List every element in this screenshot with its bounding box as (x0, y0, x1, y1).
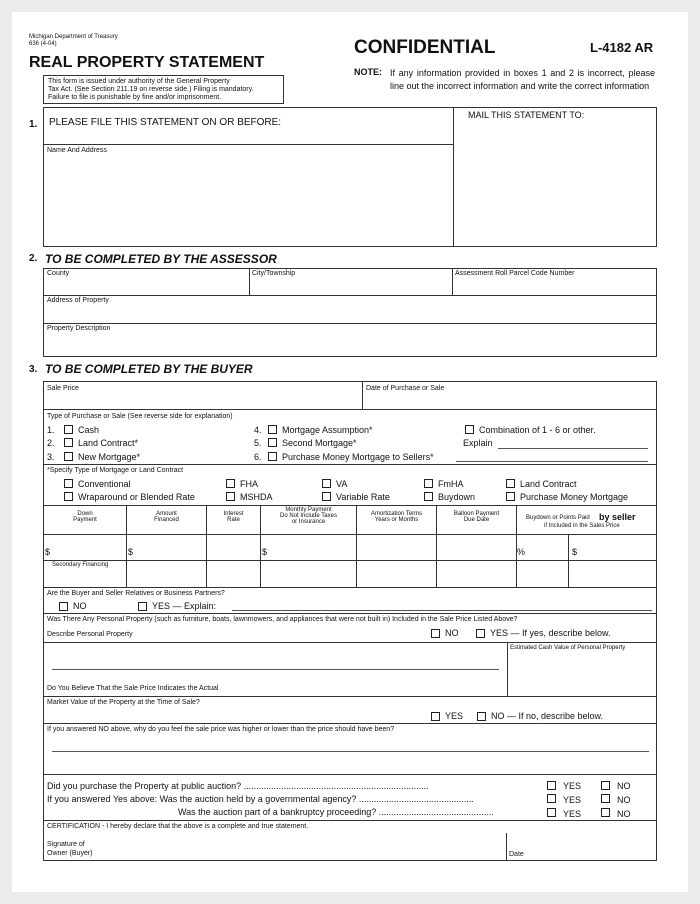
bankruptcy-no-checkbox[interactable] (601, 808, 610, 817)
authority-line-2: Tax Act. (See Section 211.19 on reverse side.) Filing is mandatory. (48, 86, 254, 93)
market-no-label: NO — If no, describe below. (491, 711, 604, 721)
second-mortgage-label: Second Mortgage* (282, 438, 357, 448)
auction-gov-question: If you answered Yes above: Was the auction held by a governmental agency? .............................................. (47, 794, 474, 804)
s3-rule-believe (43, 696, 657, 697)
form-code: 636 (4-04) (29, 41, 57, 47)
purchase-money-checkbox[interactable] (268, 452, 277, 461)
fin-col-6 (516, 505, 517, 587)
s3-rule-auction (43, 820, 657, 821)
section1-number: 1. (29, 119, 38, 130)
type-6-num: 6. (254, 452, 262, 462)
down-payment-dollar: $ (45, 547, 51, 557)
sale-price-label: Sale Price (47, 385, 79, 392)
cash-checkbox[interactable] (64, 425, 73, 434)
mshda-checkbox[interactable] (226, 492, 235, 501)
fin-col-7 (568, 534, 569, 587)
market-yes-checkbox[interactable] (431, 712, 440, 721)
conventional-checkbox[interactable] (64, 479, 73, 488)
section1-rule (43, 144, 453, 145)
type-purchase-label: Type of Purchase or Sale (See reverse side for explanation) (47, 413, 233, 420)
mortgage-assumption-checkbox[interactable] (268, 425, 277, 434)
personal-yes-checkbox[interactable] (476, 629, 485, 638)
va-label: VA (336, 479, 348, 489)
section3-number: 3. (29, 364, 38, 375)
personal-yes-label: YES — If yes, describe below. (490, 628, 611, 638)
purchase-money-mortgage-label: Purchase Money Mortgage (520, 492, 629, 502)
bankruptcy-no-label: NO (617, 809, 631, 819)
gov-no-checkbox[interactable] (601, 794, 610, 803)
explain-label: Explain (463, 438, 493, 448)
estimated-cash-label: Estimated Cash Value of Personal Property (510, 645, 626, 651)
gov-yes-label: YES (563, 795, 582, 805)
section2-divider-2 (452, 268, 453, 295)
s3-divider-sale (362, 381, 363, 409)
auction-bankruptcy-question: Was the auction part of a bankruptcy proceeding? .............................................. (178, 807, 494, 817)
buydown-percent: % (517, 547, 526, 557)
date-purchase-label: Date of Purchase or Sale (366, 385, 445, 392)
confidential-label: CONFIDENTIAL (354, 37, 496, 58)
buydown-checkbox[interactable] (424, 492, 433, 501)
relatives-no-label: NO (73, 601, 87, 611)
auction-no-checkbox[interactable] (601, 781, 610, 790)
land-contract-checkbox[interactable] (64, 438, 73, 447)
relatives-explain-line[interactable] (232, 610, 652, 611)
market-yes-label: YES (445, 711, 464, 721)
combination-checkbox[interactable] (465, 425, 474, 434)
auction-no-label: NO (617, 781, 631, 791)
estimated-divider (507, 642, 508, 696)
new-mortgage-label: New Mortgage* (78, 452, 141, 462)
gov-no-label: NO (617, 795, 631, 805)
type-4-num: 4. (254, 425, 262, 435)
address-label: Address of Property (47, 297, 109, 304)
buydown-label: Buydown (438, 492, 476, 502)
explain-line-2[interactable] (456, 461, 648, 462)
section2-rule-2 (43, 323, 657, 324)
section2-number: 2. (29, 253, 38, 264)
second-mortgage-checkbox[interactable] (268, 438, 277, 447)
note-label: NOTE: (354, 67, 382, 77)
section2-divider-1 (249, 268, 250, 295)
auction-question: Did you purchase the Property at public auction? .......................................................................... (47, 781, 429, 791)
buydown-dollar: $ (572, 547, 578, 557)
explain-line[interactable] (498, 448, 648, 449)
section1-box (43, 107, 657, 247)
if-no-label: If you answered NO above, why do you feel the sale price was higher or lower than the price should have been? (47, 726, 395, 733)
land-contract-type-label: Land Contract (520, 479, 577, 489)
type-5-num: 5. (254, 438, 262, 448)
monthly-payment-dollar: $ (262, 547, 268, 557)
combination-label: Combination of 1 - 6 or other. (479, 425, 596, 435)
mortgage-assumption-label: Mortgage Assumption* (282, 425, 373, 435)
new-mortgage-checkbox[interactable] (64, 452, 73, 461)
s3-rule-sale (43, 409, 657, 410)
land-contract-label: Land Contract* (78, 438, 139, 448)
section2-box (43, 268, 657, 357)
type-1-num: 1. (47, 425, 55, 435)
amount-financed-header: Amount Financed (154, 511, 179, 523)
type-3-num: 3. (47, 452, 55, 462)
buydown-included: if Included in the Sales Price (544, 523, 620, 529)
fha-label: FHA (240, 479, 258, 489)
describe-personal-label: Describe Personal Property (47, 631, 133, 638)
secondary-financing-label: Secondary Financing (52, 562, 109, 568)
date-divider (506, 833, 507, 861)
amortization-header: Amortization Terms Years or Months (370, 511, 423, 523)
bankruptcy-yes-checkbox[interactable] (547, 808, 556, 817)
personal-no-label: NO (445, 628, 459, 638)
description-label: Property Description (47, 325, 111, 332)
fha-checkbox[interactable] (226, 479, 235, 488)
market-no-checkbox[interactable] (477, 712, 486, 721)
wraparound-label: Wraparound or Blended Rate (78, 492, 195, 502)
mail-to-label: MAIL THIS STATEMENT TO: (468, 110, 585, 120)
buydown-by-seller: by seller (599, 512, 636, 522)
balloon-header: Balloon Payment Due Date (453, 511, 500, 523)
fin-table-bottom (43, 587, 657, 588)
file-by-label: PLEASE FILE THIS STATEMENT ON OR BEFORE: (49, 117, 282, 128)
personal-describe-line[interactable] (52, 669, 499, 670)
certification-text: CERTIFICATION - I hereby declare that the above is a complete and true statement. (47, 823, 309, 830)
purchase-money-label: Purchase Money Mortgage to Sellers* (282, 452, 434, 462)
amount-financed-dollar: $ (128, 547, 134, 557)
type-2-num: 2. (47, 438, 55, 448)
form-title: REAL PROPERTY STATEMENT (29, 54, 265, 71)
relatives-no-checkbox[interactable] (59, 602, 68, 611)
believe-label-2: Market Value of the Property at the Time of Sale? (47, 699, 200, 706)
s3-rule-types (43, 464, 657, 465)
date-label: Date (509, 851, 524, 858)
note-text: If any information provided in boxes 1 and 2 is incorrect, please line out the incorrect information and write the correct information (390, 68, 655, 91)
s3-rule-relatives (43, 613, 657, 614)
if-no-line[interactable] (52, 751, 649, 752)
bankruptcy-yes-label: YES (563, 809, 582, 819)
city-label: City/Township (252, 270, 296, 277)
monthly-payment-header: Monthly Payment Do Not Include Taxes or Insurance (280, 507, 337, 525)
county-label: County (47, 270, 70, 277)
relatives-question: Are the Buyer and Seller Relatives or Business Partners? (47, 590, 225, 597)
authority-line-1: This form is issued under authority of the General Property (48, 78, 230, 85)
section2-title: TO BE COMPLETED BY THE ASSESSOR (45, 252, 277, 266)
gov-yes-checkbox[interactable] (547, 794, 556, 803)
va-checkbox[interactable] (322, 479, 331, 488)
variable-rate-label: Variable Rate (336, 492, 390, 502)
section3-title: TO BE COMPLETED BY THE BUYER (45, 362, 253, 376)
section2-rule-1 (43, 295, 657, 296)
s3-rule-market (43, 723, 657, 724)
buydown-header: Buydown or Points Paid (526, 515, 590, 521)
relatives-yes-label: YES — Explain: (152, 601, 217, 611)
parcel-label: Assessment Roll Parcel Code Number (455, 270, 575, 277)
authority-box (43, 75, 284, 104)
authority-line-3: Failure to file is punishable by fine and/or imprisonment. (48, 94, 222, 101)
conventional-label: Conventional (78, 479, 131, 489)
auction-yes-checkbox[interactable] (547, 781, 556, 790)
fmha-checkbox[interactable] (424, 479, 433, 488)
variable-rate-checkbox[interactable] (322, 492, 331, 501)
fin-table-row1-bottom (43, 560, 657, 561)
cash-label: Cash (78, 425, 100, 435)
mshda-label: MSHDA (240, 492, 273, 502)
form-number: L-4182 AR (590, 40, 654, 55)
down-payment-header: Down Payment (73, 511, 97, 523)
believe-label-1: Do You Believe That the Sale Price Indicates the Actual (47, 685, 219, 692)
interest-rate-header: Interest Rate (223, 511, 244, 523)
fin-table-top (43, 505, 657, 506)
signature-label: Signature of Owner (Buyer) (47, 841, 93, 857)
section1-divider (453, 107, 454, 247)
name-address-label: Name And Address (47, 147, 107, 154)
dept-name: Michigan Department of Treasury (29, 34, 118, 40)
purchase-money-mortgage-checkbox[interactable] (506, 492, 515, 501)
personal-no-checkbox[interactable] (431, 629, 440, 638)
relatives-yes-checkbox[interactable] (138, 602, 147, 611)
fmha-label: FmHA (438, 479, 464, 489)
wraparound-checkbox[interactable] (64, 492, 73, 501)
s3-rule-personal (43, 642, 657, 643)
land-contract-type-checkbox[interactable] (506, 479, 515, 488)
s3-rule-if-no (43, 774, 657, 775)
personal-property-question: Was There Any Personal Property (such as furniture, boats, lawnmowers, and appliances that were not built in) Included in the Sale Price Listed Above? (47, 616, 518, 623)
auction-yes-label: YES (563, 781, 582, 791)
specify-label: *Specify Type of Mortgage or Land Contract (47, 467, 184, 474)
form-page (12, 12, 688, 892)
fin-table-header-bottom (43, 534, 657, 535)
